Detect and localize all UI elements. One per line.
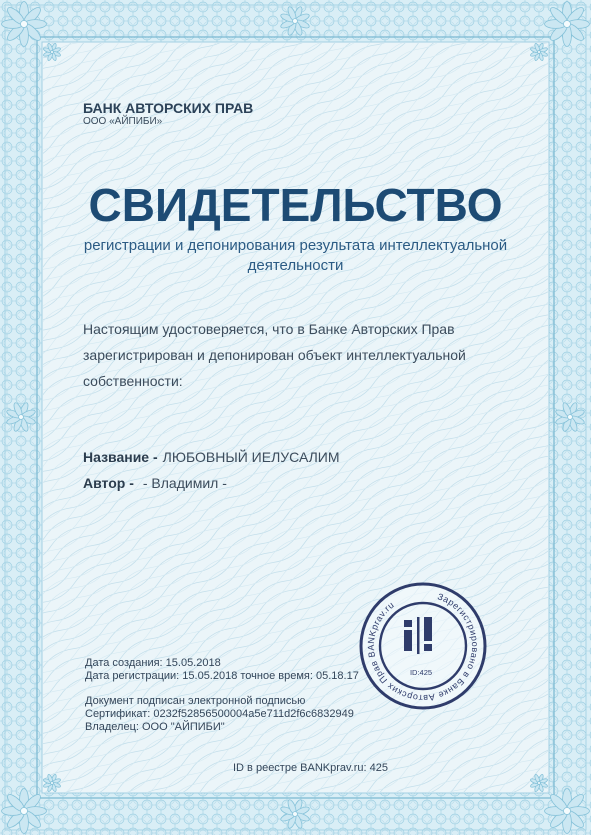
ornament-center: [563, 807, 570, 814]
registration-stamp: [357, 580, 489, 712]
work-author-value: - Владимил -: [142, 475, 227, 491]
ornament-center: [293, 812, 298, 817]
registry-id: ID в реестре BANKprav.ru: 425: [233, 762, 388, 774]
corner-ornament-bottom-right: [545, 789, 590, 834]
stamp-ring-text: Зарегистрировано в Банке Авторских Прав BANKprav.ru: [365, 591, 481, 704]
ornament-center: [51, 782, 54, 785]
stamp-id: ID:425: [409, 668, 433, 677]
corner-ornament-top-right: [545, 2, 590, 47]
corner-ornament-bottom-left: [2, 789, 47, 834]
logo-right-stem: [424, 617, 432, 641]
signature-owner: Владелец: ООО "АЙПИБИ": [85, 721, 225, 733]
work-author-line: [83, 474, 227, 492]
ornament-center: [568, 415, 573, 420]
certificate-subtitle-line-2: деятельности: [247, 257, 344, 274]
logo-right-dot: [424, 644, 432, 651]
ornament-center: [538, 782, 541, 785]
certificate-title: СВИДЕТЕЛЬСТВО: [88, 179, 503, 231]
corner-ornament-top-left: [2, 2, 47, 47]
ornament-center: [51, 51, 54, 54]
signature-certificate: Сертификат: 0232f52856500004a5e711d2f6c6832949: [85, 708, 354, 720]
ornament-center: [20, 807, 27, 814]
work-title-line: [83, 448, 340, 466]
statement-line-1: Настоящим удостоверяется, что в Банке Авторских Прав: [83, 321, 455, 337]
signature-note: Документ подписан электронной подписью: [85, 695, 306, 707]
logo-divider: [417, 617, 420, 654]
certificate-subtitle-line-1: регистрации и депонирования результата интеллектуальной: [83, 237, 508, 254]
issuer-company: ООО «АЙПИБИ»: [83, 116, 163, 127]
issuer-name: БАНК АВТОРСКИХ ПРАВ: [83, 100, 254, 116]
ornament-center: [19, 415, 24, 420]
ornament-center: [293, 19, 298, 24]
statement-line-3: собственности:: [83, 373, 183, 389]
ipl-logo-icon: [404, 617, 432, 654]
work-title-value: ЛЮБОВНЫЙ ИЕЛУСАЛИМ: [162, 449, 340, 465]
ornament-center: [563, 20, 570, 27]
logo-left-dot: [404, 620, 412, 627]
registration-date: Дата регистрации: 15.05.2018 точное время: 05.18.17: [85, 670, 359, 682]
work-title-label: Название -: [83, 449, 158, 465]
ornament-center: [20, 20, 27, 27]
logo-left-stem: [404, 630, 412, 651]
work-author-label: Автор -: [83, 475, 134, 491]
statement-line-2: зарегистрирован и депонирован объект интеллектуальной: [83, 347, 466, 363]
ornament-center: [538, 51, 541, 54]
creation-date: Дата создания: 15.05.2018: [85, 657, 221, 669]
